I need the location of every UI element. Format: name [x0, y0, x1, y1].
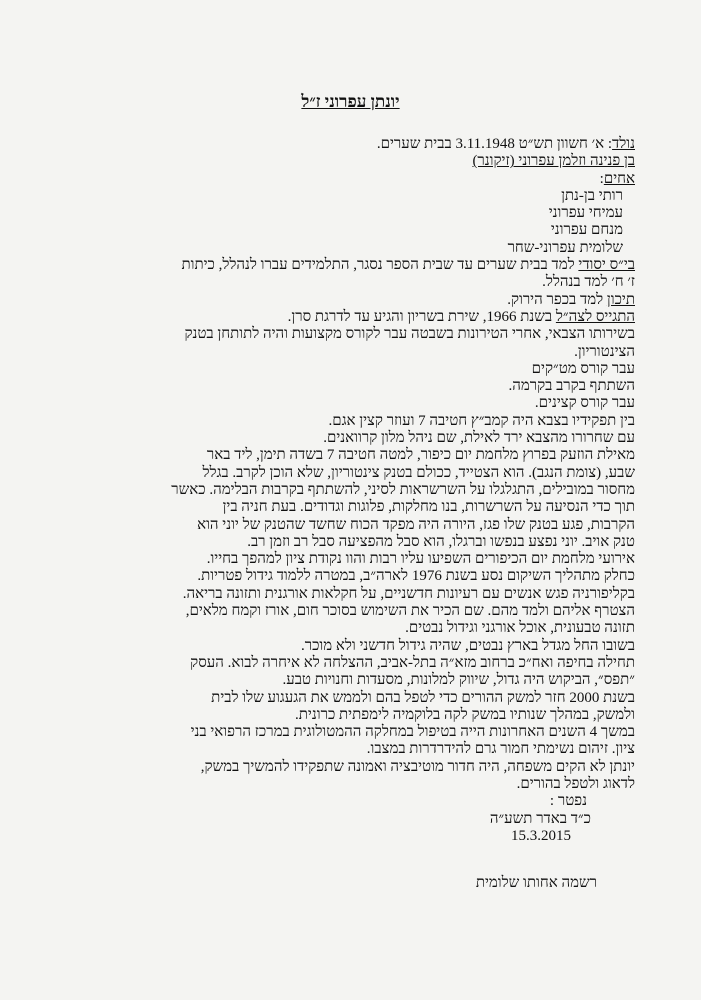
line-text: למד בכפר הירוק.	[507, 291, 607, 308]
line-label: בן פנינה וזלמן עפרוני (זיקונר)	[472, 153, 635, 170]
line-text: בשנת 1966, שירת בשריון והגיע עד לדרגת סרן.	[287, 308, 556, 325]
line-text: תזונה טבעונית, אוכל אורגני וגידול נבטים.	[405, 620, 635, 637]
document-line	[40, 707, 635, 724]
line-text: עבר קורס קצינים.	[534, 395, 635, 412]
line-label: תיכון	[606, 291, 635, 308]
document-line	[40, 741, 635, 758]
document-line	[40, 534, 635, 551]
document-line	[40, 776, 635, 793]
document-line	[40, 171, 635, 188]
document-line	[40, 136, 635, 153]
line-label: התגייס לצה״ל	[555, 308, 635, 325]
document-line	[40, 499, 635, 516]
document-line	[40, 447, 635, 464]
signature-line: רשמה אחותו שלומית	[475, 875, 597, 891]
document-line	[40, 759, 635, 776]
line-text: שבע, (צומת הנגב). הוא הצטייד, ככולם בטנק צינטוריון, שלא הוכן לקרב. בגלל	[202, 464, 635, 481]
line-text: למד בבית שערים עד שבית הספר נסגר, התלמידים עברו לנהלל, כיתות	[181, 257, 579, 274]
document-line	[40, 638, 635, 655]
document-line	[40, 378, 635, 395]
line-text: הצינטוריון.	[574, 343, 635, 360]
death-date: 15.3.2015	[511, 828, 571, 844]
line-text: שלומית עפרוני-שחר	[507, 239, 623, 256]
line-text: ציון. זיהום נשימתי חמור גרם להידרדרות במצבו.	[366, 741, 635, 758]
document-line	[40, 395, 635, 412]
line-text: רותי בן-נתן	[561, 187, 623, 204]
document-line	[40, 430, 635, 447]
document-line	[40, 551, 635, 568]
line-text: בשובו החל מגדל בארץ נבטים, שהיה גידול חדשני ולא מוכר.	[300, 637, 635, 654]
line-text: :	[599, 170, 604, 187]
document-line	[40, 465, 635, 482]
document-line	[40, 257, 635, 274]
line-text: הקרבות, פגע בטנק שלו פגז, היורה היה מפקד הכוח שחשד שהטנק של יוני הוא	[197, 516, 635, 533]
document-line	[40, 153, 635, 170]
document-body	[40, 136, 635, 793]
line-text: : א׳ חשוון תש״ט 3.11.1948 בבית שערים.	[376, 136, 613, 152]
line-text: תוך כדי הנסיעה על השרשרות, בנו מחלקות, פלוגות וגדודים. בעת חניה בין	[222, 499, 635, 516]
line-label: נולד	[612, 136, 635, 152]
document-line	[40, 586, 635, 603]
line-text: מחסור במובילים, התגלגלו על השרשראות לסיני, להשתתף בקרבות הבלימה. כאשר	[171, 481, 635, 498]
line-text: טנק אויב. יוני נפצע בנפשו וברגלו, הוא סבל מהפציעה סבל רב וזמן רב.	[247, 533, 635, 550]
document-line	[40, 344, 635, 361]
line-text: בשירותו הצבאי, אחרי הטירונות בשבטה עבר לקורס מקצועות והיה לתותחן בטנק	[184, 326, 635, 343]
document-line	[40, 222, 635, 239]
document-line	[40, 240, 635, 257]
line-text: ז׳ ח׳ למד בנהלל.	[542, 274, 635, 291]
line-text: לדאוג ולטפל בהורים.	[516, 775, 635, 792]
line-text: השתתף בקרב בקרמה.	[508, 378, 635, 395]
document-line	[40, 205, 635, 222]
line-text: מנחם עפרוני	[550, 222, 623, 239]
line-label: בי״ס יסודי	[578, 257, 635, 274]
line-text: בשנת 2000 חזר למשק ההורים כדי לטפל בהם ולממש את הגעגוע שלו לבית	[211, 689, 635, 706]
line-text: במשך 4 השנים האחרונות הייה בטיפול במחלקה ההמטולוגית במרכז הרפואי בני	[190, 724, 635, 741]
line-text: יונתן לא הקים משפחה, היה חדור מוטיבציה ואמונה שתפקידו להמשיך במשק,	[200, 758, 635, 775]
document-line	[40, 672, 635, 689]
died-label: נפטר :	[549, 793, 587, 809]
document-line	[40, 517, 635, 534]
line-text: כחלק מתהליך השיקום נסע בשנת 1976 לארה״ב, במטרה ללמוד גידול פטריות.	[197, 568, 635, 585]
document-line	[40, 568, 635, 585]
line-text: עמיחי עפרוני	[548, 205, 623, 222]
line-text: בין תפקידיו בצבא היה קמב״ץ חטיבה 7 ועוזר קצין אגם.	[328, 412, 635, 429]
line-label: אחים	[603, 170, 635, 187]
document-line	[40, 361, 635, 378]
hebrew-death-date: כ״ד באדר תשע״ה	[489, 810, 591, 827]
document-line	[40, 655, 635, 672]
death-notice	[0, 793, 701, 846]
line-text: הצטרף אליהם ולמד מהם. שם הכיר את השימוש בסוכר חום, אורז וקמח מלאים,	[185, 603, 635, 620]
document-line	[40, 603, 635, 620]
line-text: עבר קורס מט״קים	[531, 360, 635, 377]
line-text: מאילת הוזעק בפרוץ מלחמת יום כיפור, למטה חטיבה 7 בשדה תימן, ליד באר	[206, 447, 635, 464]
document-line	[40, 274, 635, 291]
document-line	[40, 188, 635, 205]
line-text: בקליפורניה פגש אנשים עם רעיונות חדשניים, על חקלאות אורגנית ותזונה בריאה.	[182, 585, 635, 602]
document-line	[40, 326, 635, 343]
document-line	[40, 482, 635, 499]
document-line	[40, 292, 635, 309]
line-text: עם שחרורו מהצבא ירד לאילת, שם ניהל מלון קרוואנים.	[323, 430, 635, 447]
line-text: ולמשק, במהלך שנותיו במשק לקה בלוקמיה לימפתית כרונית.	[295, 706, 635, 723]
document-title: יונתן עפרוני ז״ל	[301, 92, 400, 111]
document-line	[40, 620, 635, 637]
document-line	[40, 690, 635, 707]
line-text: תחילה בחיפה ואח״כ ברחוב מזא״ה בתל-אביב, ההצלחה לא איחרה לבוא. העסק	[190, 654, 635, 671]
line-text: ״תפס״, הביקוש היה גדול, שיווק למלונות, מסעדות וחנויות טבע.	[282, 672, 635, 689]
document-line	[40, 724, 635, 741]
document-line	[40, 413, 635, 430]
document-line	[40, 309, 635, 326]
line-text: אירועי מלחמת יום הכיפורים השפיעו עליו רבות והוו נקודת ציון למהפך בחייו.	[206, 551, 635, 568]
